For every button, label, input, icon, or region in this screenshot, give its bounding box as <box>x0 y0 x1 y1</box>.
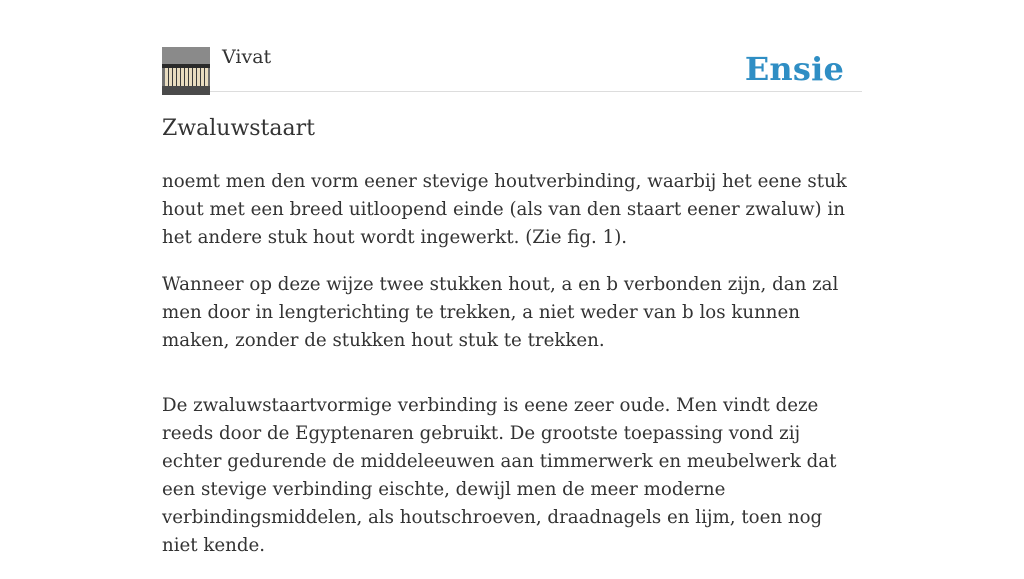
article-title: Zwaluwstaart <box>162 116 315 141</box>
author-name[interactable]: Vivat <box>222 46 272 68</box>
article-paragraph: noemt men den vorm eener stevige houtverbinding, waarbij het eene stuk hout met een breed uitloopend einde (als van den staart eener zwaluw) in het andere stuk hout wordt ingewerkt. (Zie fig. 1). <box>162 171 847 248</box>
article-page <box>162 0 862 556</box>
author-avatar[interactable] <box>162 47 210 95</box>
article-paragraph: Wanneer op deze wijze twee stukken hout, a en b verbonden zijn, dan zal men door in lengterichting te trekken, a niet weder van b los kunnen maken, zonder de stukken hout stuk te trekken. <box>162 274 839 351</box>
brand-logo[interactable]: Ensie <box>744 50 844 88</box>
site-header <box>162 0 862 92</box>
article-paragraph: De zwaluwstaartvormige verbinding is eene zeer oude. Men vindt deze reeds door de Egyptenaren gebruikt. De grootste toepassing vond zij echter gedurende de middeleeuwen aan timmerwerk en meubelwerk dat een stevige verbinding eischte, dewijl men de meer moderne verbindingsmiddelen, als houtschroeven, draadnagels en lijm, toen nog niet kende. <box>162 395 837 556</box>
article-body <box>162 168 862 579</box>
bookshelf-avatar-icon <box>162 47 210 95</box>
